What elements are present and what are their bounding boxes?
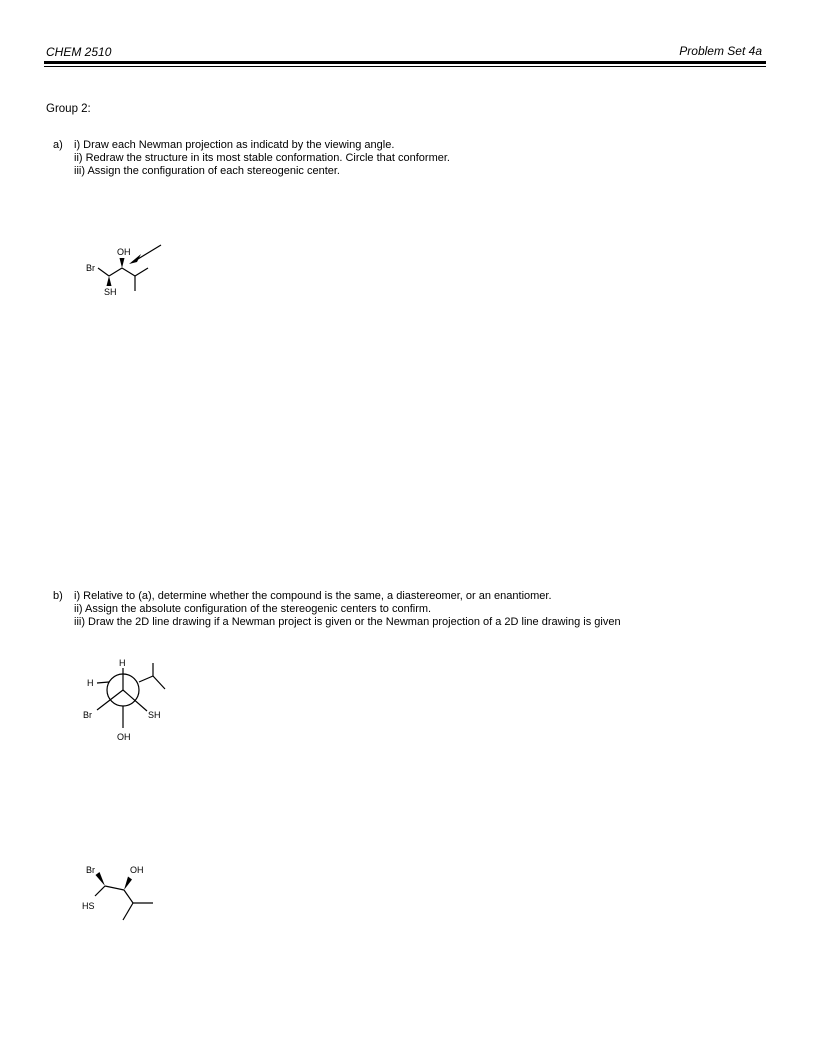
- label-oh: OH: [117, 247, 131, 257]
- course-title: CHEM 2510: [46, 45, 112, 59]
- problem-set-title: Problem Set 4a: [679, 44, 762, 58]
- wedge-c2-oh: [124, 877, 132, 891]
- label-sh: SH: [104, 287, 117, 297]
- bond-c3-down: [123, 903, 133, 920]
- newman-label-oh: OH: [117, 732, 131, 742]
- part-b-label: b): [53, 590, 63, 602]
- newman-label-h-left: H: [87, 678, 94, 688]
- part-a-line-2: ii) Redraw the structure in its most stable conformation. Circle that conformer.: [74, 152, 450, 164]
- drawing-label-oh: OH: [130, 865, 144, 875]
- newman-label-h-top: H: [119, 658, 126, 668]
- part-b-line-1: i) Relative to (a), determine whether the compound is the same, a diastereomer, or an enantiomer.: [74, 590, 552, 602]
- drawing-label-hs: HS: [82, 901, 95, 911]
- group-title: Group 2:: [46, 103, 91, 115]
- part-a-line-3: iii) Assign the configuration of each stereogenic center.: [74, 165, 340, 177]
- newman-label-br: Br: [83, 710, 92, 720]
- part-a-line-1: i) Draw each Newman projection as indicatd by the viewing angle.: [74, 139, 395, 151]
- bond-hs-c1: [95, 886, 105, 896]
- part-a-label: a): [53, 139, 63, 151]
- wedge-c1-br: [96, 872, 106, 886]
- newman-label-sh: SH: [148, 710, 161, 720]
- bond-c1-c2: [105, 886, 124, 890]
- bond-c2-c3: [124, 890, 133, 903]
- label-br: Br: [86, 263, 95, 273]
- drawing-label-br: Br: [86, 865, 95, 875]
- part-b-line-3: iii) Draw the 2D line drawing if a Newman project is given or the Newman projection of a 2D line drawing is given: [74, 616, 621, 628]
- part-b-line-2: ii) Assign the absolute configuration of the stereogenic centers to confirm.: [74, 603, 432, 615]
